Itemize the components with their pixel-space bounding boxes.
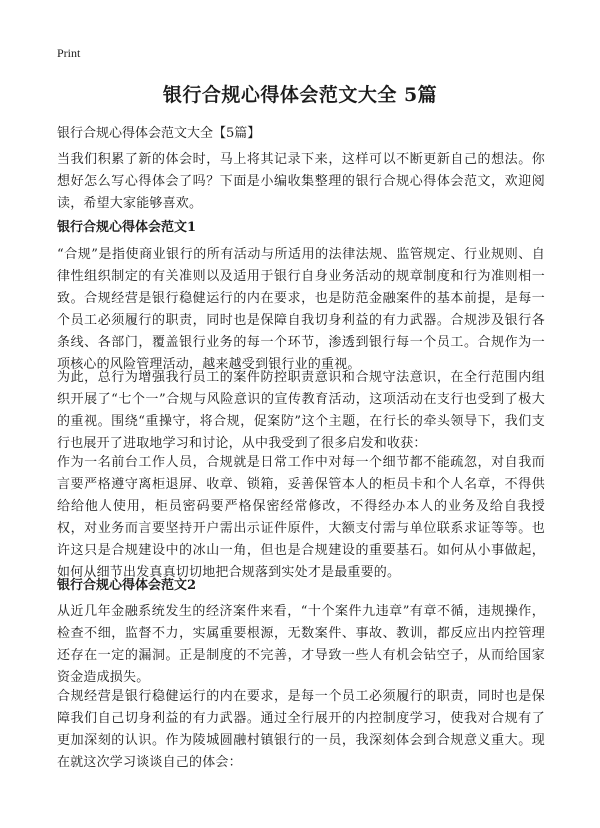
- document-title: 银行合规心得体会范文大全 5篇: [162, 84, 438, 106]
- section-1-paragraph-3: 作为一名前台工作人员，合规就是日常工作中对每一个细节都不能疏忽，对自我而言要严格遵守离柜退屏、收章、锁箱，妥善保管本人的柜员卡和个人名章，不得供给给他人使用，柜员密码要严格保密经常修改，不得经办本人的业务及给自我授权，对业务而言要坚持开户需出示证件原件，大额支付需与单位联系求证等等。也许这只是合规建设中的冰山一角，但也是合规建设的重要基石。如何从小事做起，如何从细节出发真真切切地把合规落到实处才是最重要的。: [57, 455, 545, 580]
- section-1-paragraph-2: 为此，总行为增强我行员工的案件防控职责意识和合规守法意识，在全行范围内组织开展了“七个一”合规与风险意识的宣传教育活动，这项活动在支行也受到了极大的重视。围绕“重操守，将合规，促案防”这个主题，在行长的牵头领导下，我们支行也展开了进取地学习和讨论，从中我受到了很多启发和收获：: [57, 370, 545, 451]
- intro-paragraph: 当我们积累了新的体会时，马上将其记录下来，这样可以不断更新自己的想法。你想好怎么写心得体会了吗？下面是小编收集整理的银行合规心得体会范文，欢迎阅读，希望大家能够喜欢。: [57, 152, 545, 211]
- section-1-paragraph-1: “合规”是指使商业银行的所有活动与所适用的法律法规、监管规定、行业规则、自律性组织制定的有关准则以及适用于银行自身业务活动的规章制度和行为准则相一致。合规经营是银行稳健运行的内在要求，也是防范金融案件的基本前提，是每一个员工必须履行的职责，同时也是保障自我切身利益的有力武器。合规涉及银行各条线、各部门，覆盖银行业务的每一个环节，渗透到银行每一个员工。合规作为一项核心的风险管理活动，越来越受到银行业的重视。: [57, 247, 545, 372]
- section-2-paragraph-2: 合规经营是银行稳健运行的内在要求，是每一个员工必须履行的职责，同时也是保障我们自己切身利益的有力武器。通过全行展开的内控制度学习，使我对合规有了更加深刻的认识。作为陵城圆融村镇银行的一员，我深刻体会到合规意义重大。现在就这次学习谈谈自己的体会：: [57, 689, 545, 770]
- print-link[interactable]: Print: [57, 46, 81, 60]
- section-heading-2: 银行合规心得体会范文2: [57, 578, 197, 593]
- section-heading-1: 银行合规心得体会范文1: [57, 220, 197, 235]
- document-subtitle: 银行合规心得体会范文大全【5篇】: [57, 126, 261, 141]
- section-2-paragraph-1: 从近几年金融系统发生的经济案件来看，“十个案件九违章”有章不循，违规操作，检查不细，监督不力，实属重要根源，无数案件、事故、教训，都反应出内控管理还存在一定的漏洞。正是制度的不完善，才导致一些人有机会钻空子，从而给国家资金造成损失。: [57, 604, 545, 685]
